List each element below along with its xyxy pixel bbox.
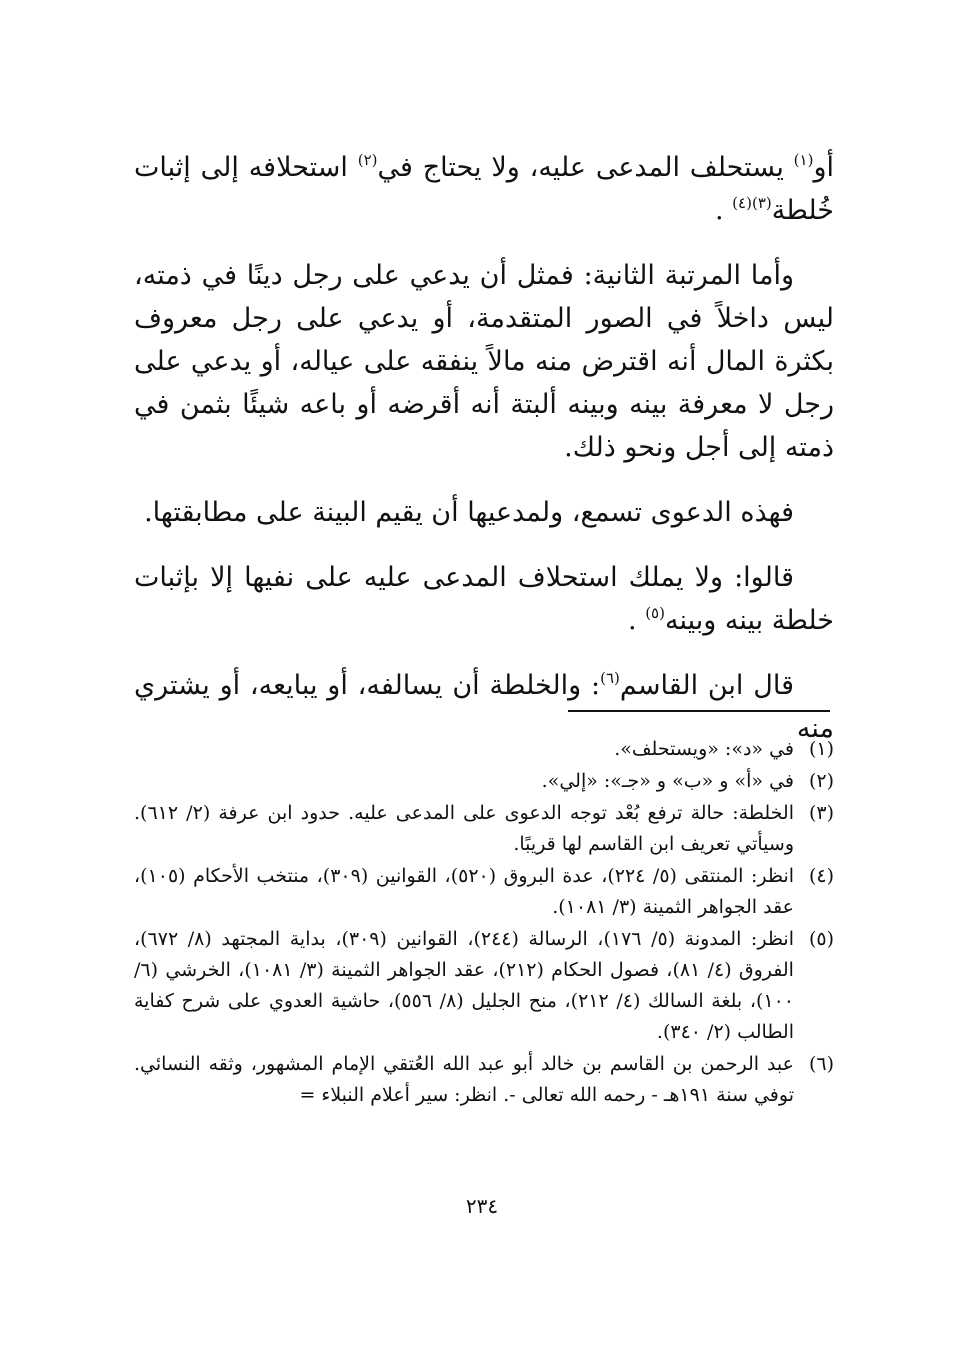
page-number: ٢٣٤	[465, 1194, 499, 1218]
paragraph-1-text-a: أو	[813, 152, 834, 183]
paragraph-3: فهذه الدعوى تسمع، ولمدعيها أن يقيم البينة على مطابقتها.	[144, 497, 794, 528]
main-text	[134, 146, 834, 772]
footnote-3	[134, 798, 834, 860]
footnote-6	[134, 1049, 834, 1111]
paragraph-2: وأما المرتبة الثانية: فمثل أن يدعي على رجل دينًا في ذمته، ليس داخلاً في الصور المتقدمة، أو يدعي على رجل معروف بكثرة المال أنه اقترض منه مالاً ينفقه على عياله، أو يدعي على رجل لا معرفة بينه وبينه ألبتة أنه أقرضه أو باعه شيئًا بثمن في ذمته إلى أجل ونحو ذلك.	[134, 260, 834, 463]
paragraph-1-text-d: .	[715, 195, 733, 226]
paragraph-4-text-b: .	[628, 605, 646, 636]
footnote-text: عبد الرحمن بن القاسم بن خالد أبو عبد الله العُتقي الإمام المشهور، وثقه النسائي. توفي سنة ١٩١هـ - رحمه الله تعالى -. انظر: سير أعلام النبلاء =	[134, 1053, 794, 1106]
footnote-4	[134, 861, 834, 923]
paragraph-5-text-b: : والخلطة أن يسالفه، أو يبايعه، أو يشتري منه	[134, 670, 834, 744]
footnote-number: (٤)	[808, 865, 834, 887]
footnote-text: في «أ» و «ب» و «جـ»: «إلي».	[541, 770, 794, 792]
footnote-number: (١)	[808, 738, 834, 760]
footnote-number: (٦)	[808, 1053, 834, 1075]
footnote-number: (٢)	[808, 770, 834, 792]
paragraph-4-text-a: قالوا: ولا يملك استحلاف المدعى عليه على نفيها إلا بإثبات خلطة بينه وبينه	[134, 562, 834, 636]
footnote-number: (٣)	[808, 802, 834, 824]
paragraph-1-text-b: يستحلف المدعى عليه، ولا يحتاج في	[377, 152, 794, 183]
paragraph-1	[134, 146, 834, 232]
footnote-2	[134, 766, 834, 797]
footnote-separator	[568, 710, 830, 712]
paragraph-4	[134, 556, 834, 642]
footnote-text: انظر: المدونة (٥/ ١٧٦)، الرسالة (٢٤٤)، القوانين (٣٠٩)، بداية المجتهد (٨/ ٦٧٢)، الفروق (٤/ ٨١)، فصول الحكام (٢١٢)، عقد الجواهر الثمينة (٣/ ١٠٨١)، الخرشي (٦/ ١٠٠)، بلغة السالك (٤/ ٢١٢)، منح الجليل (٨/ ٥٥٦)، حاشية العدوي على شرح كفاية الطالب (٢/ ٣٤٠).	[134, 928, 794, 1043]
footnote-text: انظر: المنتقى (٥/ ٢٢٤)، عدة البروق (٥٢٠)، القوانين (٣٠٩)، منتخب الأحكام (١٠٥)، عقد الجواهر الثمينة (٣/ ١٠٨١).	[134, 865, 795, 918]
paragraph-5-text-a: قال ابن القاسم	[619, 670, 794, 701]
footnote-5	[134, 924, 834, 1048]
footnote-text: في «د»: «ويستحلف».	[614, 738, 794, 760]
footnote-ref-6: (٦)	[600, 669, 620, 687]
footnote-number: (٥)	[808, 928, 834, 950]
footnote-ref-5: (٥)	[645, 604, 665, 622]
footnote-ref-3-4: (٣)(٤)	[732, 194, 772, 212]
footnote-ref-2: (٢)	[357, 151, 378, 169]
footnote-ref-1: (١)	[793, 151, 814, 169]
footnote-1	[134, 734, 834, 765]
paragraph-1-text-c: استحلافه إلى إثبات خُلطة	[134, 152, 834, 226]
footnote-text: الخلطة: حالة ترفع بُعْد توجه الدعوى على المدعى عليه. حدود ابن عرفة (٢/ ٦١٢). وسيأتي تعريف ابن القاسم لها قريبًا.	[134, 802, 794, 855]
footnotes	[134, 734, 834, 1112]
